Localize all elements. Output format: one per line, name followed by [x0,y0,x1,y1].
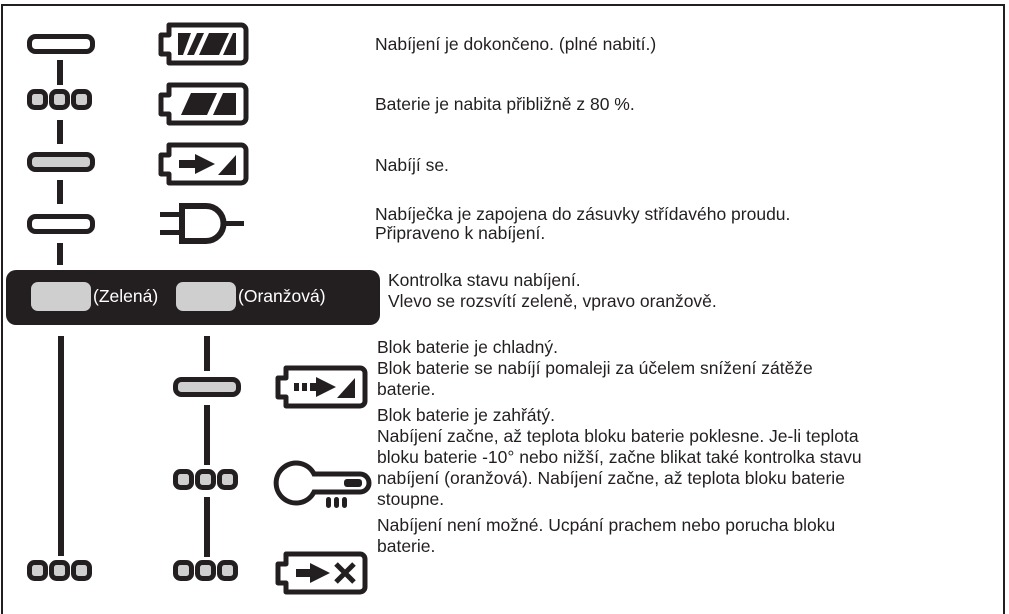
charge-indicator-banner [6,270,380,325]
orange-lamp-blinking-icon [173,469,243,491]
row-description: Blok baterie je chladný. [377,337,558,357]
row-description: nabíjení (oranžová). Nabíjení začne, až teplota bloku baterie [377,468,845,488]
lamp-solid-white-icon [27,214,97,234]
connector-line [57,180,63,204]
battery-full-icon [157,21,249,67]
battery-error-icon [274,550,368,596]
connector-line [57,243,63,265]
row-description: Nabíjení je dokončeno. (plné nabití.) [375,34,657,54]
row-description: stoupne. [377,489,445,509]
row-description: Nabíjí se. [375,155,449,175]
row-description: Nabíječka je zapojena do zásuvky střídavého proudu. [375,204,791,224]
row-description: baterie. [377,536,436,556]
row-description: Blok baterie se nabíjí pomaleji za účelem snížení zátěže [377,358,813,378]
lamp-solid-gray-icon [27,152,97,172]
lamp-blinking-icon [27,89,97,111]
lamp-solid-white-icon [27,34,97,54]
battery-charging-icon [157,141,249,187]
green-connector-line [58,336,64,556]
row-description: Baterie je nabita přibližně z 80 %. [375,94,635,114]
battery-80-icon [157,81,249,127]
battery-slow-charge-icon [274,364,368,410]
orange-label: (Oranžová) [238,286,326,306]
orange-lamp-solid-gray-icon [173,377,243,397]
banner-description: Vlevo se rozsvítí zeleně, vpravo oranžově. [388,291,717,311]
orange-lamp-swatch [176,282,236,311]
row-description: Blok baterie je zahřátý. [377,405,556,425]
green-lamp-blinking-icon [27,560,97,582]
banner-description: Kontrolka stavu nabíjení. [388,270,581,290]
row-description: baterie. [377,379,436,399]
green-lamp-swatch [31,282,91,311]
orange-connector-line [204,497,210,557]
plug-icon [158,203,248,245]
thermometer-hot-icon [274,462,370,512]
row-description: Nabíjení není možné. Ucpání prachem nebo porucha bloku [377,515,836,535]
connector-line [57,60,63,85]
row-description: Připraveno k nabíjení. [375,223,546,243]
connector-line [57,120,63,144]
green-label: (Zelená) [93,286,159,306]
orange-connector-line [204,336,210,371]
orange-connector-line [204,405,210,465]
orange-lamp-blinking-icon [173,560,243,582]
row-description: Nabíjení začne, až teplota bloku baterie poklesne. Je-li teplota [377,426,859,446]
row-description: bloku baterie -10° nebo nižší, začne blikat také kontrolka stavu [377,447,862,467]
